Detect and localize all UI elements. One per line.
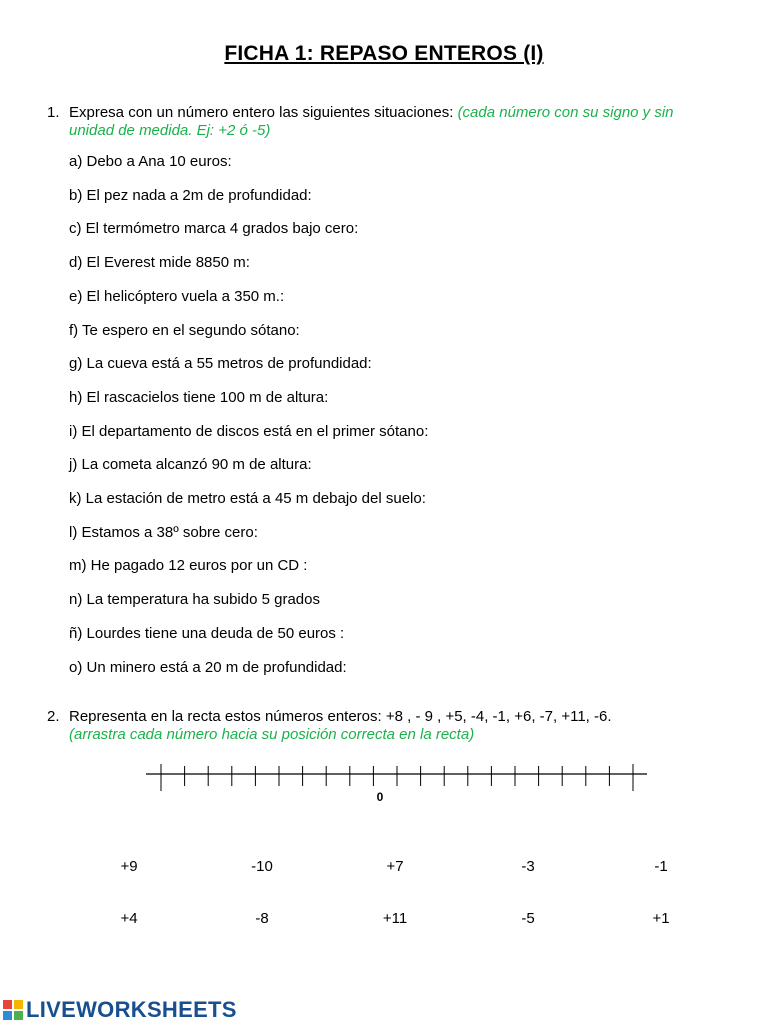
draggable-number[interactable]: -1 bbox=[654, 858, 668, 875]
situation-item: ñ) Lourdes tiene una deuda de 50 euros : bbox=[69, 624, 345, 642]
question-2-hint: (arrastra cada número hacia su posición correcta en la recta) bbox=[69, 726, 475, 743]
draggable-number[interactable]: +4 bbox=[120, 910, 138, 927]
situation-item: f) Te espero en el segundo sótano: bbox=[69, 321, 300, 339]
draggable-number[interactable]: +1 bbox=[652, 910, 670, 927]
situation-item: a) Debo a Ana 10 euros: bbox=[69, 153, 232, 170]
draggable-number[interactable]: -3 bbox=[521, 858, 535, 875]
situation-item: g) La cueva está a 55 metros de profundidad: bbox=[69, 355, 372, 373]
page-title: FICHA 1: REPASO ENTEROS (I) bbox=[224, 42, 544, 65]
question-1-hint-line2: unidad de medida. Ej: +2 ó -5) bbox=[69, 122, 271, 139]
situation-item: e) El helicóptero vuela a 350 m.: bbox=[69, 287, 285, 305]
logo-grid-icon bbox=[3, 1000, 23, 1020]
liveworksheets-logo bbox=[3, 996, 237, 1024]
brand-name: LIVEWORKSHEETS bbox=[26, 997, 237, 1022]
question-2-number: 2. bbox=[47, 708, 60, 725]
question-1-number: 1. bbox=[47, 104, 60, 121]
draggable-number[interactable]: +9 bbox=[120, 858, 138, 875]
situation-item: b) El pez nada a 2m de profundidad: bbox=[69, 186, 312, 204]
situation-item: m) He pagado 12 euros por un CD : bbox=[69, 557, 308, 575]
situation-item: k) La estación de metro está a 45 m debajo del suelo: bbox=[69, 490, 426, 507]
situation-item: n) La temperatura ha subido 5 grados bbox=[69, 591, 320, 609]
situation-item: j) La cometa alcanzó 90 m de altura: bbox=[69, 456, 312, 474]
draggable-number[interactable]: +7 bbox=[386, 858, 404, 875]
situation-item: d) El Everest mide 8850 m: bbox=[69, 254, 250, 272]
situation-item: h) El rascacielos tiene 100 m de altura: bbox=[69, 388, 329, 406]
draggable-number[interactable]: -10 bbox=[251, 858, 273, 875]
zero-label: 0 bbox=[376, 790, 384, 804]
question-2-text: Representa en la recta estos números enteros: +8 , - 9 , +5, -4, -1, +6, -7, +11, -6. bbox=[69, 708, 612, 725]
situation-item: l) Estamos a 38º sobre cero: bbox=[69, 523, 258, 541]
situation-item: i) El departamento de discos está en el primer sótano: bbox=[69, 422, 429, 440]
situation-item: o) Un minero está a 20 m de profundidad: bbox=[69, 658, 347, 676]
situation-item: c) El termómetro marca 4 grados bajo cero: bbox=[69, 220, 359, 238]
question-1-hint-line1: (cada número con su signo y sin bbox=[457, 104, 674, 121]
question-1-text: Expresa con un número entero las siguientes situaciones: bbox=[69, 104, 458, 121]
draggable-number[interactable]: +11 bbox=[382, 910, 408, 927]
draggable-number[interactable]: -5 bbox=[521, 910, 535, 927]
draggable-number[interactable]: -8 bbox=[255, 910, 269, 927]
number-line-ticks bbox=[161, 764, 633, 791]
